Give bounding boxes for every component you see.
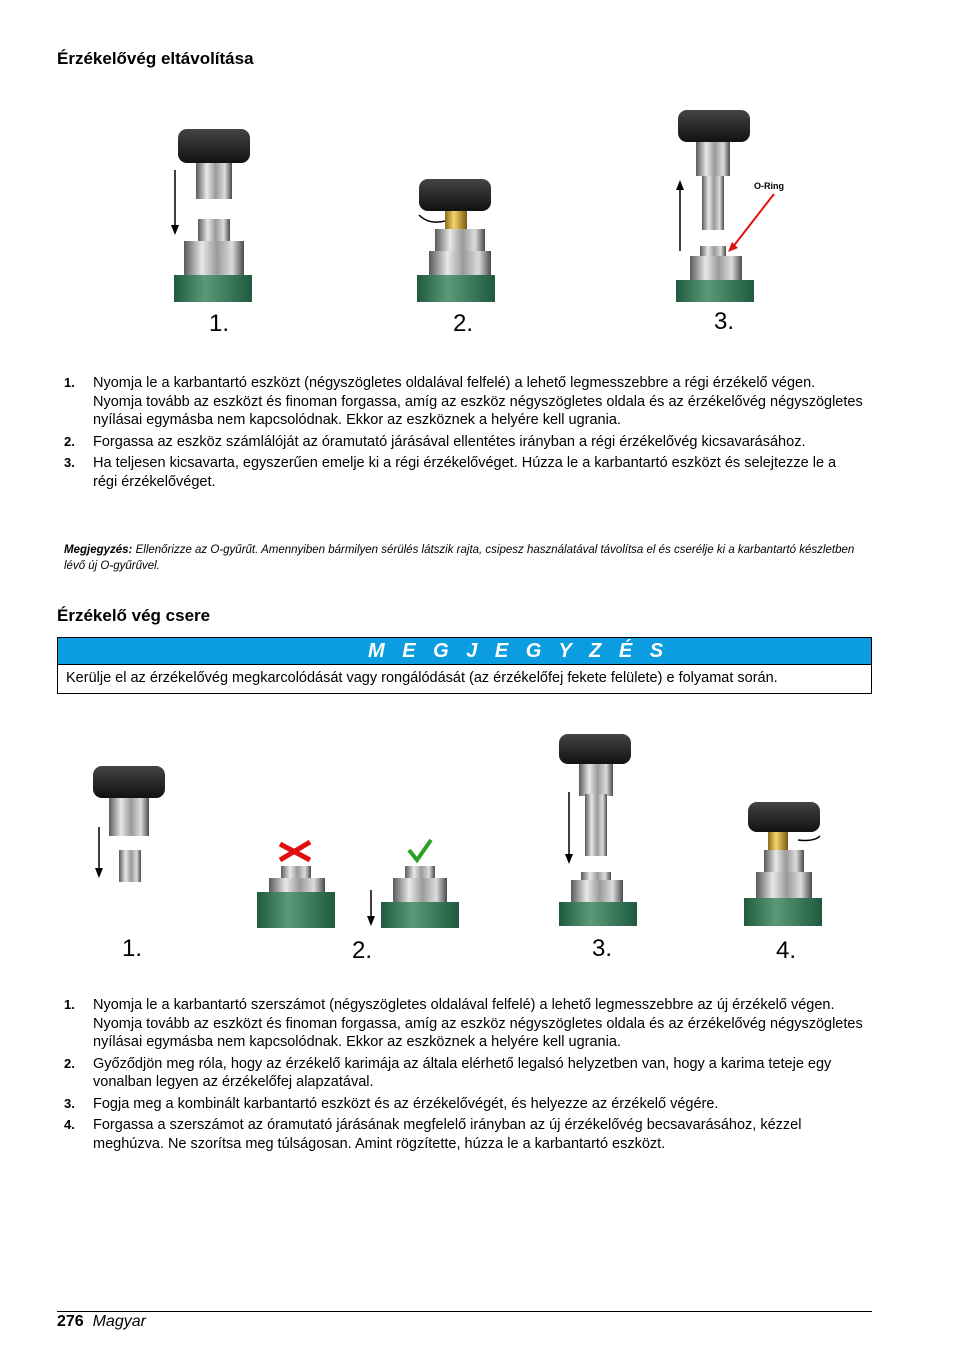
- footer: [57, 1313, 146, 1331]
- replace-label-3: 3.: [592, 935, 613, 962]
- red-pointer-arrow-icon: [732, 194, 774, 248]
- notice-text: Kerülje el az érzékelővég megkarcolódását vagy rongálódását (az érzékelőfej fekete felülete) e folyamat során.: [66, 670, 778, 686]
- oring-label: O-Ring: [754, 181, 784, 191]
- list-item: 4. Forgassa a szerszámot az óramutató járásának megfelelő irányban az új érzékelővég becsavarásához, kézzel meghúzva. Ne szorítsa meg túlságosan. Amint rögzítette, húzza le a karbantartó eszközt.: [64, 1117, 802, 1152]
- removal-figure-1: [160, 125, 260, 305]
- footer-divider: [57, 1311, 872, 1312]
- section-title-removal: Érzékelővég eltávolítása: [57, 49, 254, 68]
- list-item: 3. Ha teljesen kicsavarta, egyszerűen emelje ki a régi érzékelővéget. Húzza le a karbantartó eszközt és selejtezze le a régi érzékelővéget.: [64, 455, 837, 490]
- wrong-x-icon: [280, 842, 310, 860]
- page-number: 276: [57, 1313, 84, 1330]
- oring-note: Megjegyzés: Ellenőrizze az O-gyűrűt. Amennyiben bármilyen sérülés látszik rajta, csipesz használatával távolítsa el és cserélje ki a karbantartó készletben lévő új O-gyűrűvel.: [64, 544, 855, 572]
- rotate-cw-icon: [798, 836, 820, 841]
- notice-callout: [57, 637, 872, 694]
- section-title-replacement: Érzékelő vég csere: [57, 606, 211, 625]
- rotate-ccw-icon: [419, 215, 445, 222]
- replace-label-2: 2.: [352, 937, 373, 964]
- removal-figure-2: [405, 175, 505, 305]
- replace-figure-3: [555, 730, 645, 928]
- replacement-steps-list: [64, 996, 864, 1156]
- removal-label-1: 1.: [209, 310, 230, 337]
- removal-label-2: 2.: [453, 310, 474, 337]
- list-item: 1. Nyomja le a karbantartó eszközt (négyszögletes oldalával felfelé) a lehető legmesszebbre a régi érzékelő végen. Nyomja tovább az eszközt és finoman forgassa, amíg az eszköz négyszögletes oldala és az érzékelővég négyszögletes nyílásai egymásba nem kapcsolódnak. Ekkor az eszköznek a helyére kell ugrania.: [64, 375, 863, 428]
- correct-check-icon: [409, 840, 431, 860]
- removal-steps-list: [64, 374, 864, 494]
- replace-figure-1: [85, 762, 175, 882]
- replace-figure-4: [740, 800, 830, 928]
- removal-figure-3: [670, 106, 800, 304]
- replace-label-4: 4.: [776, 937, 797, 964]
- list-item: 2. Győződjön meg róla, hogy az érzékelő karimája az általa elérhető legalsó helyzetben van, hogy a karima teteje egy vonalban legyen az érzékelőfej alapzatával.: [64, 1055, 832, 1090]
- replace-figure-2: [255, 838, 465, 930]
- replace-label-1: 1.: [122, 935, 143, 962]
- list-item: 2. Forgassa az eszköz számlálóját az óramutató járásával ellentétes irányban a régi érzékelővég kicsavarásához.: [64, 433, 806, 450]
- list-item: 3. Fogja meg a kombinált karbantartó eszközt és az érzékelővégét, és helyezze az érzékelő végére.: [64, 1095, 719, 1112]
- list-item: 1. Nyomja le a karbantartó szerszámot (négyszögletes oldalával felfelé) a lehető legmesszebbre az új érzékelő végen. Nyomja tovább az eszközt és finoman forgassa, amíg az eszköz négyszögletes oldala és az érzékelővég négyszögletes nyílásai egymásba nem kapcsolódnak. Ekkor az eszköznek a helyére kell ugrania.: [64, 997, 863, 1050]
- removal-label-3: 3.: [714, 308, 735, 335]
- notice-title: M E G J E G Y Z É S: [58, 638, 871, 665]
- footer-language: Magyar: [92, 1313, 146, 1330]
